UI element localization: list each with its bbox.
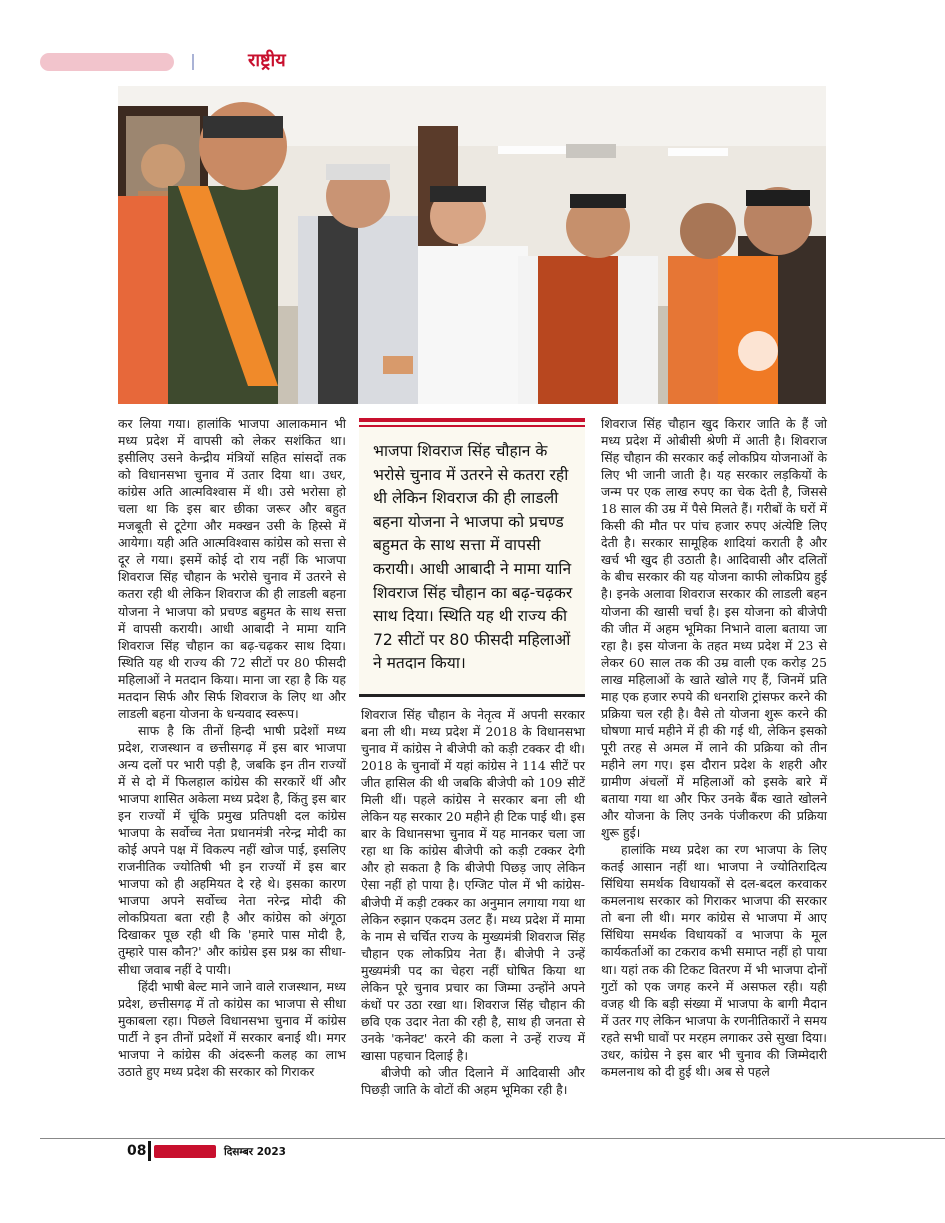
pull-quote-box xyxy=(359,418,585,697)
article-paragraph: शिवराज सिंह चौहान के नेतृत्व में अपनी सरकार बना ली थी। मध्य प्रदेश में 2018 के विधानसभा चुनाव में कांग्रेस ने बीजेपी को कड़ी टक्कर दी थी। 2018 के चुनावों में यहां कांग्रेस ने 114 सीटें पर जीत हासिल की थी जबकि बीजेपी को 109 सीटें मिली थीं। पहले कांग्रेस ने सरकार बना ली थी लेकिन यह सरकार 20 महीने ही टिक पाई थी। इस बार के विधानसभा चुनाव में यह मानकर चला जा रहा था कि कांग्रेस बीजेपी को कड़ी टक्कर देगी और हो सकता है कि बीजेपी पिछड़ जाए लेकिन ऐसा नहीं हो पाया है। एग्जिट पोल में भी कांग्रेस-बीजेपी में कड़ी टक्कर का अनुमान लगाया गया था लेकिन रुझान एकदम उलट हैं। मध्य प्रदेश में मामा के नाम से चर्चित राज्य के मुख्यमंत्री शिवराज सिंह चौहान एक लोकप्रिय नेता हैं। बीजेपी ने उन्हें मुख्यमंत्री पद का चेहरा नहीं घोषित किया था लेकिन पूरे चुनाव प्रचार का जिम्मा उन्होंने अपने कंधों पर उठा रखा था। शिवराज सिंह चौहान की छवि एक उदार नेता की रही है, साथ ही जनता से उनके 'कनेक्ट' करने की कला ने उन्हें राज्य में खासा पहचान दिलाई है। xyxy=(361,707,585,1063)
article-photo xyxy=(118,86,826,404)
issue-date: दिसम्बर 2023 xyxy=(224,1146,286,1158)
article-paragraph: बीजेपी को जीत दिलाने में आदिवासी और पिछड़ी जाति के वोटों की अहम भूमिका रही है। xyxy=(361,1064,585,1098)
pull-quote-text: भाजपा शिवराज सिंह चौहान के भरोसे चुनाव में उतरने से कतरा रही थी लेकिन शिवराज की ही लाडली बहना योजना ने भाजपा को प्रचण्ड बहुमत के साथ सत्ता में वापसी करायी। आधी आबादी ने मामा यानि शिवराज सिंह चौहान का बढ़-चढ़कर साथ दिया। स्थिति यह थी राज्य की 72 सीटों पर 80 फीसदी महिलाओं ने मतदान किया। xyxy=(373,442,573,673)
article-column-right xyxy=(601,415,827,1080)
section-divider xyxy=(192,54,194,70)
article-paragraph: शिवराज सिंह चौहान खुद किरार जाति के हैं जो मध्य प्रदेश में ओबीसी श्रेणी में आती है। शिवराज सिंह चौहान की सरकार कई लोकप्रिय योजनाओं के लिए भी जानी जाती है। यह सरकार लड़कियों के जन्म पर एक लाख रुपए का चेक देती है, जिससे 18 साल की उम्र में पैसे मिलते हैं। गरीबों के घरों में किसी की मौत पर पांच हजार रुपए अंत्येष्टि लिए देती है। सरकार सामूहिक शादियां कराती है और खर्च भी खुद ही उठाती है। आदिवासी और दलितों के बीच सरकार की यह योजना काफी लोकप्रिय हुई है। इनके अलावा शिवराज सरकार की लाडली बहन योजना की खासी चर्चा है। इस योजना को बीजेपी की जीत में अहम भूमिका निभाने वाला बताया जा रहा है। इस योजना के तहत मध्य प्रदेश में 23 से लेकर 60 साल तक की उम्र वाली एक करोड़ 25 लाख महिलाओं के खाते खोले गए हैं, जिनमें प्रति माह एक हजार रुपये की धनराशि ट्रांसफर करने की प्रक्रिया चल रही है। वैसे तो योजना शुरू करने की घोषणा मार्च महीने में ही की गई थी, लेकिन इसको पूरी तरह से अमल में लाने की प्रक्रिया को तीन महीने लग गए। इस दौरान प्रदेश के शहरी और ग्रामीण अंचलों में महिलाओं को इसके बारे में बताया गया था और फिर उनके बैंक खाते खोलने और योजना के लिए उनके पंजीकरण की प्रक्रिया शुरू हुई। xyxy=(601,416,827,841)
footer-divider xyxy=(40,1138,945,1139)
article-paragraph: हिंदी भाषी बेल्ट माने जाने वाले राजस्थान, मध्य प्रदेश, छत्तीसगढ़ में तो कांग्रेस का भाजपा से सीधा मुकाबला रहा। पिछले विधानसभा चुनाव में कांग्रेस पार्टी ने इन तीनों प्रदेशों में सरकार बनाई थी। मगर भाजपा ने कांग्रेस की अंदरूनी कलह का लाभ उठाते हुए मध्य प्रदेश की सरकार को गिराकर xyxy=(118,978,346,1079)
article-paragraph: साफ है कि तीनों हिन्दी भाषी प्रदेशों मध्य प्रदेश, राजस्थान व छत्तीसगढ़ में इस बार भाजपा अन्य दलों पर भारी पड़ी है, जबकि इन तीन राज्यों में से दो में फिलहाल कांग्रेस की सरकारें थीं और भाजपा शासित अकेला मध्य प्रदेश है, किंतु इस बार इन राज्यों में चूंकि प्रमुख प्रतिपक्षी दल कांग्रेस भाजपा के सर्वोच्च नेता प्रधानमंत्री नरेन्द्र मोदी का कोई अपने पक्ष में विकल्प नहीं खोज पाई, इसलिए राजनीतिक ज्योतिषी भी इन राज्यों में इस बार भाजपा को ही अहमियत दे रहे थे। इसका कारण भाजपा अपने सर्वोच्च नेता नरेन्द्र मोदी की लोकप्रियता बता रही है और कांग्रेस को अंगूठा दिखाकर पूछ रही थी कि 'हमारे पास मोदी है, तुम्हारे पास कौन?' और कांग्रेस इस प्रश्न का सीधा-सीधा जवाब नहीं दे पायी। xyxy=(118,722,346,977)
section-title: राष्ट्रीय xyxy=(248,50,286,71)
article-paragraph: कर लिया गया। हालांकि भाजपा आलाकमान भी मध्य प्रदेश में वापसी को लेकर सशंकित था। इसीलिए उसने केन्द्रीय मंत्रियों सहित सांसदों तक को विधानसभा चुनाव में उतार दिया था। उधर, कांग्रेस अति आत्मविश्वास में थी। उसे भरोसा हो चला था कि इस बार छीका जरूर और बहुत मजबूती से टूटेगा और मक्खन उसी के हिस्से में आयेगा। यही अति आत्मविश्वास कांग्रेस को सत्ता से दूर ले गया। इसमें कोई दो राय नहीं कि भाजपा शिवराज सिंह चौहान के भरोसे चुनाव में उतरने से कतरा रही थी लेकिन शिवराज की ही लाडली बहना योजना ने भाजपा को प्रचण्ड बहुमत के साथ सत्ता में वापसी करायी। आधी आबादी ने मामा यानि शिवराज सिंह चौहान का बढ़-चढ़कर साथ दिया। स्थिति यह थी राज्य की 72 सीटों पर 80 फीसदी महिलाओं ने मतदान किया। माना जा रहा है कि यह मतदान सिर्फ और सिर्फ शिवराज के लिए था और लाडली बहना योजना के धन्यवाद स्वरूप। xyxy=(118,416,346,721)
article-column-left xyxy=(118,415,346,1080)
magazine-logo xyxy=(154,1145,216,1158)
photo-illustration xyxy=(118,86,826,404)
article-paragraph: हालांकि मध्य प्रदेश का रण भाजपा के लिए कतई आसान नहीं था। भाजपा ने ज्योतिरादित्य सिंधिया समर्थक विधायकों से दल-बदल करवाकर कमलनाथ सरकार को गिराकर भाजपा की सरकार तो बना ली थी। मगर कांग्रेस से भाजपा में आए सिंधिया समर्थक विधायकों व भाजपा के मूल कार्यकर्ताओं का टकराव कभी समाप्त नहीं हो पाया था। यहां तक की टिकट वितरण में भी भाजपा दोनों गुटों को एक जगह करने में असफल रही। यही वजह थी कि बड़ी संख्या में भाजपा के बागी मैदान में उतर गए लेकिन भाजपा के रणनीतिकारों ने समय रहते सभी घावों पर मरहम लगाकर उसे सुखा दिया। उधर, कांग्रेस ने इस बार भी चुनाव की जिम्मेदारी कमलनाथ को दी हुई थी। अब से पहले xyxy=(601,842,827,1079)
section-accent-pill xyxy=(40,53,174,71)
footer-separator xyxy=(148,1141,151,1161)
article-column-middle xyxy=(361,706,585,1098)
page-number: 08 xyxy=(127,1143,147,1159)
